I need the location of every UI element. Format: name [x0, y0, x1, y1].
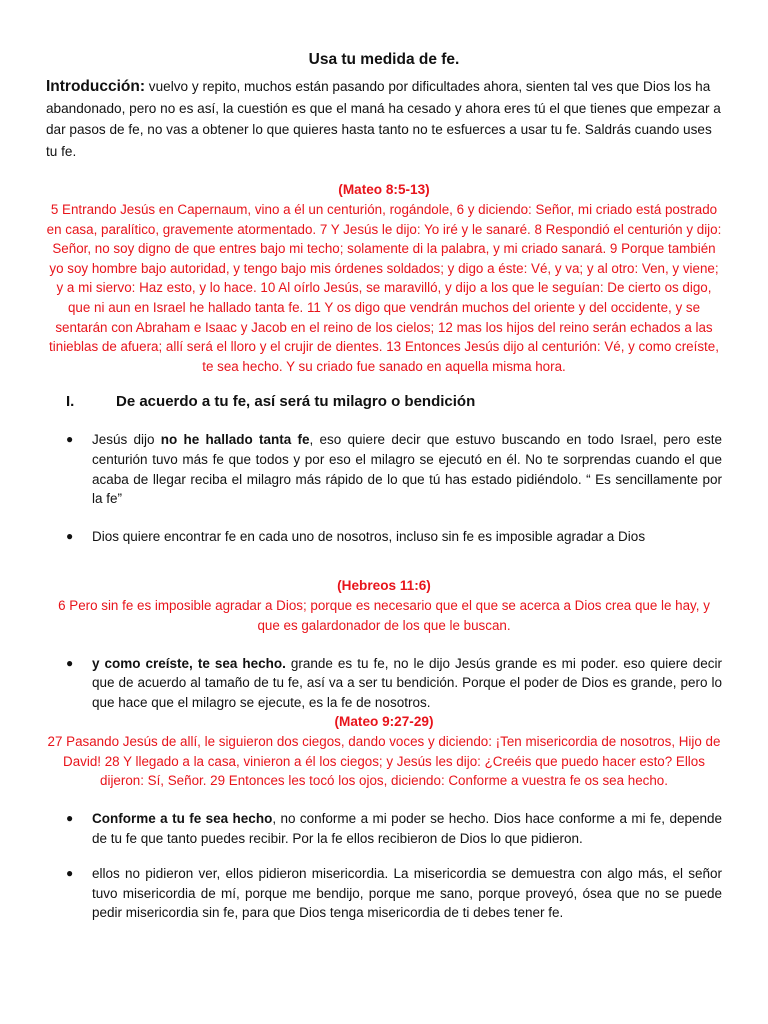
- bullet-icon: ●: [66, 528, 74, 543]
- introduction-paragraph: [46, 76, 722, 162]
- bullet-text: grande es tu fe, no le dijo Jesús grande es mi poder. eso quiere decir que de acuerdo al tamaño de tu fe, así va a ser tu bendición. Porque el poder de Dios es grande, pero lo que hace que el milagro se ejecute, es la fe de nosotros.: [92, 655, 722, 710]
- scripture-reference-mateo-9: (Mateo 9:27-29): [334, 714, 434, 730]
- bullet-text: Dios quiere encontrar fe en cada uno de nosotros, incluso sin fe es imposible agradar a Dios: [92, 528, 646, 544]
- scripture-reference-hebreos-11: (Hebreos 11:6): [337, 578, 431, 594]
- scripture-reference-mateo-8: (Mateo 8:5-13): [338, 182, 430, 197]
- scripture-passage-mateo-8: 5 Entrando Jesús en Capernaum, vino a él un centurión, rogándole, 6 y diciendo: Señor, mi criado está postrado en casa, paralítico, gravemente atormentado. 7 Y Jesús le dijo: Yo iré y le sanaré. 8 Respondió el centurión y dijo: Señor, no soy digno de que entres bajo mi techo; solamente di la palabra, y mi criado sanará. 9 Porque también yo soy hombre bajo autoridad, y tengo bajo mis órdenes soldados; y digo a éste: Vé, y va; y al otro: Ven, y viene; y a mi siervo: Haz esto, y lo hace. 10 Al oírlo Jesús, se maravilló, y dijo a los que le seguían: De cierto os digo, que ni aun en Israel he hallado tanta fe. 11 Y os digo que vendrán muchos del oriente y del occidente, y se sentarán con Abraham e Isaac y Jacob en el reino de los cielos; 12 mas los hijos del reino serán echados a las tinieblas de afuera; allí será el lloro y el crujir de dientes. 13 Entonces Jesús dijo al centurión: Vé, y como creíste, te sea hecho. Y su criado fue sanado en aquella misma hora.: [46, 202, 722, 374]
- list-item: [46, 430, 722, 508]
- list-item: [46, 527, 722, 547]
- list-item: [46, 654, 722, 713]
- page-title: Usa tu medida de fe.: [308, 51, 460, 68]
- bullet-text: , no conforme a mi poder se hecho. Dios hace conforme a mi fe, depende de tu fe que tanto puedes recibir. Por la fe ellos recibieron de Dios lo que pidieron.: [92, 811, 723, 846]
- scripture-passage-hebreos-11: 6 Pero sin fe es imposible agradar a Dios; porque es necesario que el que se acerca a Dios crea que le hay, y que es galardonador de los que le buscan.: [58, 598, 710, 633]
- scripture-passage-mateo-9: 27 Pasando Jesús de allí, le siguieron dos ciegos, dando voces y diciendo: ¡Ten misericordia de nosotros, Hijo de David! 28 Y llegado a la casa, vinieron a él los ciegos; y Jesús les dijo: ¿Creéis que puedo hacer esto? Ellos dijeron: Sí, Señor. 29 Entonces les tocó los ojos, diciendo: Conforme a vuestra fe os sea hecho.: [47, 734, 721, 789]
- bullet-emphasis: no he hallado tanta fe: [160, 432, 310, 448]
- list-item: [46, 864, 722, 923]
- bullet-text: ellos no pidieron ver, ellos pidieron misericordia. La misericordia se demuestra con algo más, el señor tuvo misericordia de mí, porque me bendijo, porque me sano, porque proveyó, ósea que no se puede pedir misericordia sin fe, para que Dios tenga misericordia de ti debes tener fe.: [92, 866, 722, 921]
- introduction-text: vuelvo y repito, muchos están pasando por dificultades ahora, sienten tal ves que Dios los ha abandonado, pero no es así, la cuestión es que el maná ha cesado y ahora eres tú el que tienes que empezar a dar pasos de fe, no vas a obtener lo que quieres hasta tanto no te esfuerces a usar tu fe. Saldrás cuando uses tu fe.: [46, 79, 721, 159]
- bullet-icon: ●: [66, 432, 74, 447]
- bullet-icon: ●: [66, 811, 74, 826]
- section-heading: [46, 392, 722, 412]
- bullet-icon: ●: [66, 655, 74, 670]
- bullet-icon: ●: [66, 866, 74, 881]
- list-item: [46, 809, 722, 848]
- bullet-text: Jesús dijo: [92, 432, 161, 448]
- bullet-emphasis: y como creíste, te sea hecho.: [92, 655, 286, 671]
- bullet-text: , eso quiere decir que estuvo buscando en todo Israel, pero este centurión tuvo más fe que todos y por eso el milagro se ejecutó en él. No te sorprendas cuando el que acaba de llegar reciba el milagro más rápido de lo que tú has estado pidiéndolo. “ Es sencillamente por la fe”: [92, 432, 722, 507]
- section-number: I.: [66, 393, 75, 411]
- section-title: De acuerdo a tu fe, así será tu milagro o bendición: [116, 393, 476, 411]
- bullet-emphasis: Conforme a tu fe sea hecho: [92, 811, 273, 827]
- introduction-label: Introducción:: [46, 78, 146, 95]
